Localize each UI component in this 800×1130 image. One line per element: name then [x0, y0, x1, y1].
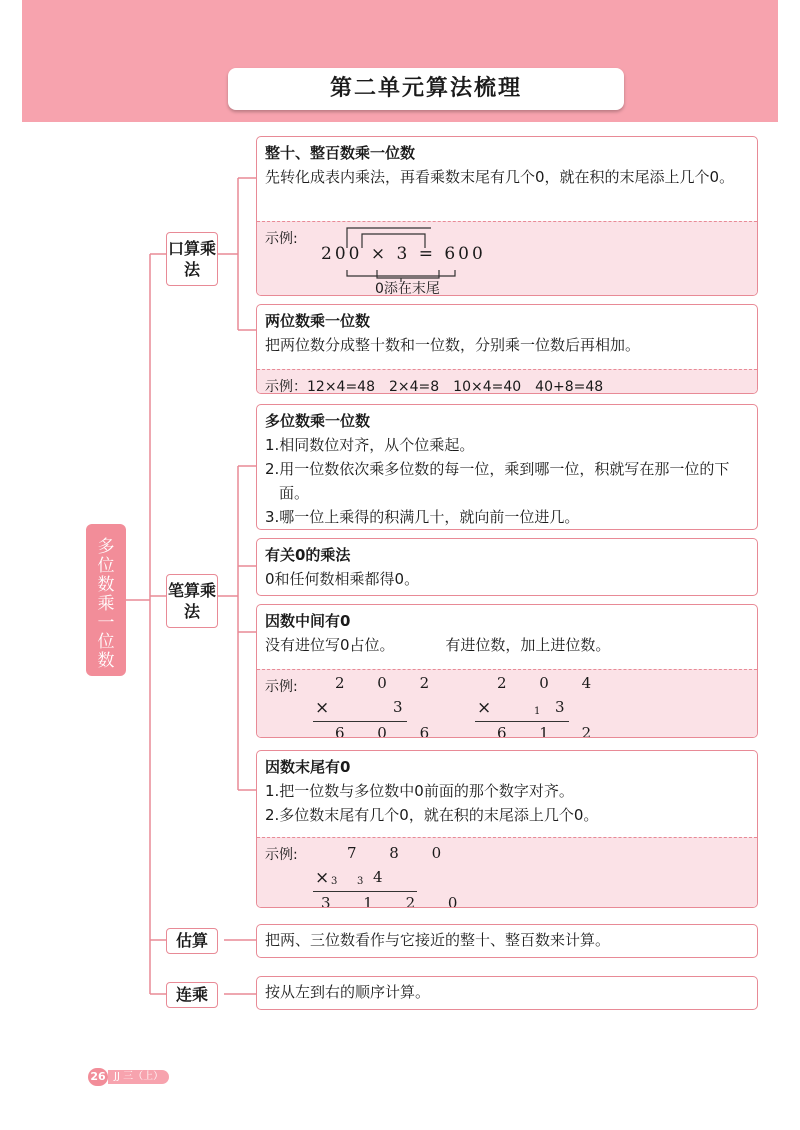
- category-oral: 口算乘法: [166, 232, 218, 286]
- calc-bottom: 4: [373, 868, 383, 886]
- calc1-line: [313, 721, 407, 722]
- calc1-operator: ×: [315, 698, 330, 718]
- card-heading: 因数末尾有0: [265, 758, 351, 776]
- example-label: 示例:: [265, 231, 298, 247]
- calc2-result: 6 1 2: [497, 724, 606, 738]
- card-heading: 多位数乘一位数: [265, 412, 371, 430]
- example-area: [257, 221, 757, 296]
- calc2-line: [475, 721, 569, 722]
- category-written: 笔算乘法: [166, 574, 218, 628]
- card-text-right: 有进位数，加上进位数。: [445, 636, 611, 654]
- example-label: 示例:: [265, 679, 298, 695]
- calc-top: 7 8 0: [347, 844, 456, 862]
- calc1-top: 2 0 2: [335, 674, 444, 692]
- calc2-top: 2 0 4: [497, 674, 606, 692]
- card-zero-multiplication: [256, 538, 758, 596]
- card-heading: 两位数乘一位数: [265, 312, 371, 330]
- card-heading: 有关0的乘法: [265, 546, 351, 564]
- example-area: [257, 837, 757, 908]
- calc2-bottom: 3: [555, 698, 565, 716]
- book-label: JJ 三（上）: [108, 1070, 169, 1084]
- card-text: 把两位数分成整十数和一位数，分别乘一位数后再相加。: [265, 336, 641, 354]
- rule-line: 1.相同数位对齐，从个位乘起。: [265, 436, 475, 454]
- card-text-left: 没有进位写0占位。: [265, 636, 395, 654]
- example-area: 示例：12×4=48 2×4=8 10×4=40 40+8=48: [257, 369, 757, 394]
- card-heading: 整十、整百数乘一位数: [265, 144, 416, 162]
- rule-line: 1.把一位数与多位数中0前面的那个数字对齐。: [265, 782, 574, 800]
- root-label: 多位数乘一位数: [97, 537, 115, 671]
- calc2-operator: ×: [477, 698, 492, 718]
- rule-line: 2.多位数末尾有几个0，就在积的末尾添上几个0。: [265, 806, 599, 824]
- card-trailing-zeros: [256, 750, 758, 908]
- calc-carry-1: 3: [331, 876, 338, 887]
- example-label: 示例:: [265, 847, 298, 863]
- card-round-tens-hundreds: [256, 136, 758, 296]
- card-heading: 因数中间有0: [265, 612, 351, 630]
- calc-operator: ×: [315, 868, 330, 888]
- category-estimate: 估算: [166, 928, 218, 954]
- example-area: [257, 669, 757, 738]
- page-title: 第二单元算法梳理: [228, 68, 624, 110]
- rule-line: 2.用一位数依次乘多位数的每一位，乘到哪一位，积就写在那一位的下面。: [265, 460, 730, 502]
- calc2-carry: 1: [534, 706, 541, 717]
- card-multi-digit-times-one: [256, 404, 758, 530]
- page-number: 26: [88, 1068, 108, 1086]
- card-chain: [256, 976, 758, 1010]
- example-expression: 200 × 3 = 600: [321, 244, 486, 264]
- example-note: 0添在末尾: [375, 281, 440, 296]
- category-chain: 连乘: [166, 982, 218, 1008]
- rule-line: 3.哪一位上乘得的积满几十，就向前一位进几。: [265, 508, 580, 526]
- card-text: 0和任何数相乘都得0。: [265, 570, 420, 588]
- calc1-bottom: 3: [393, 698, 403, 716]
- calc1-result: 6 0 6: [335, 724, 444, 738]
- card-text: 先转化成表内乘法，再看乘数末尾有几个0，就在积的末尾添上几个0。: [265, 168, 735, 186]
- calc-line: [313, 891, 417, 892]
- card-estimate: [256, 924, 758, 958]
- root-node: [86, 524, 126, 676]
- calc-carry-2: 3: [357, 876, 364, 887]
- calc-result: 3 1 2 0: [321, 894, 472, 908]
- card-two-digit-times-one: [256, 304, 758, 394]
- card-text: 把两、三位数看作与它接近的整十、整百数来计算。: [265, 931, 611, 949]
- card-text: 按从左到右的顺序计算。: [265, 983, 431, 1001]
- card-zero-in-middle: [256, 604, 758, 738]
